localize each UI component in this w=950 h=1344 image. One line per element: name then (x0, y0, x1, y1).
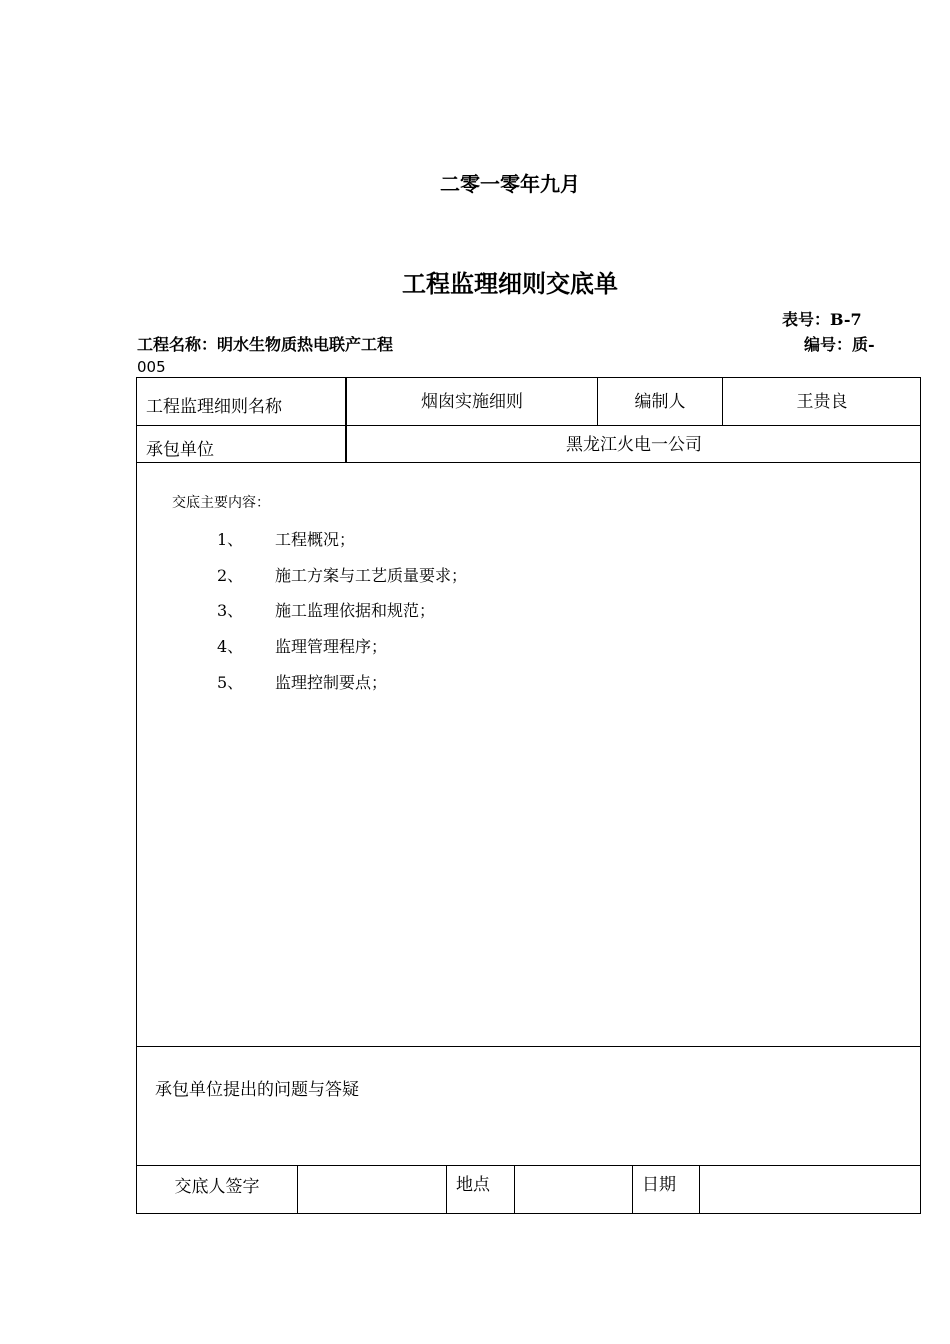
place-label: 地点 (456, 1175, 490, 1195)
row-divider (136, 425, 921, 426)
column-divider (632, 1165, 633, 1214)
questions-label: 承包单位提出的问题与答疑 (155, 1080, 359, 1100)
column-divider (297, 1165, 298, 1214)
contractor-label: 承包单位 (146, 440, 214, 460)
list-item-number: 4、 (217, 637, 244, 656)
serial-number-continued: 005 (137, 358, 166, 376)
list-item-text: 施工方案与工艺质量要求； (275, 566, 468, 585)
column-divider (514, 1165, 515, 1214)
row-divider (136, 462, 921, 463)
project-name: 工程名称：明水生物质热电联产工程 (137, 335, 394, 354)
list-item-number: 2、 (217, 566, 244, 585)
list-item-text: 施工监理依据和规范； (275, 601, 436, 620)
serial-number: 编号：质- (804, 335, 875, 354)
form-number: 表号：B-7 (782, 310, 862, 329)
list-item-text: 监理管理程序； (275, 637, 388, 656)
content-heading: 交底主要内容： (172, 495, 270, 511)
date-line: 二零一零年九月 (440, 172, 580, 196)
row-divider (136, 1165, 921, 1166)
list-item-text: 监理控制要点； (275, 673, 388, 692)
detail-name-value: 烟囱实施细则 (421, 392, 523, 412)
list-item-number: 5、 (217, 673, 244, 692)
column-divider (446, 1165, 447, 1214)
author-value: 王贵良 (796, 392, 848, 412)
author-label: 编制人 (634, 392, 686, 412)
row-divider (136, 1046, 921, 1047)
contractor-value: 黑龙江火电一公司 (566, 435, 702, 455)
list-item-number: 3、 (217, 601, 244, 620)
column-divider (699, 1165, 700, 1214)
date-label: 日期 (642, 1175, 676, 1195)
document-title: 工程监理细则交底单 (402, 270, 618, 298)
list-item-text: 工程概况； (275, 530, 356, 549)
signer-label: 交底人签字 (174, 1177, 260, 1197)
detail-name-label: 工程监理细则名称 (146, 397, 282, 417)
list-item-number: 1、 (217, 530, 244, 549)
